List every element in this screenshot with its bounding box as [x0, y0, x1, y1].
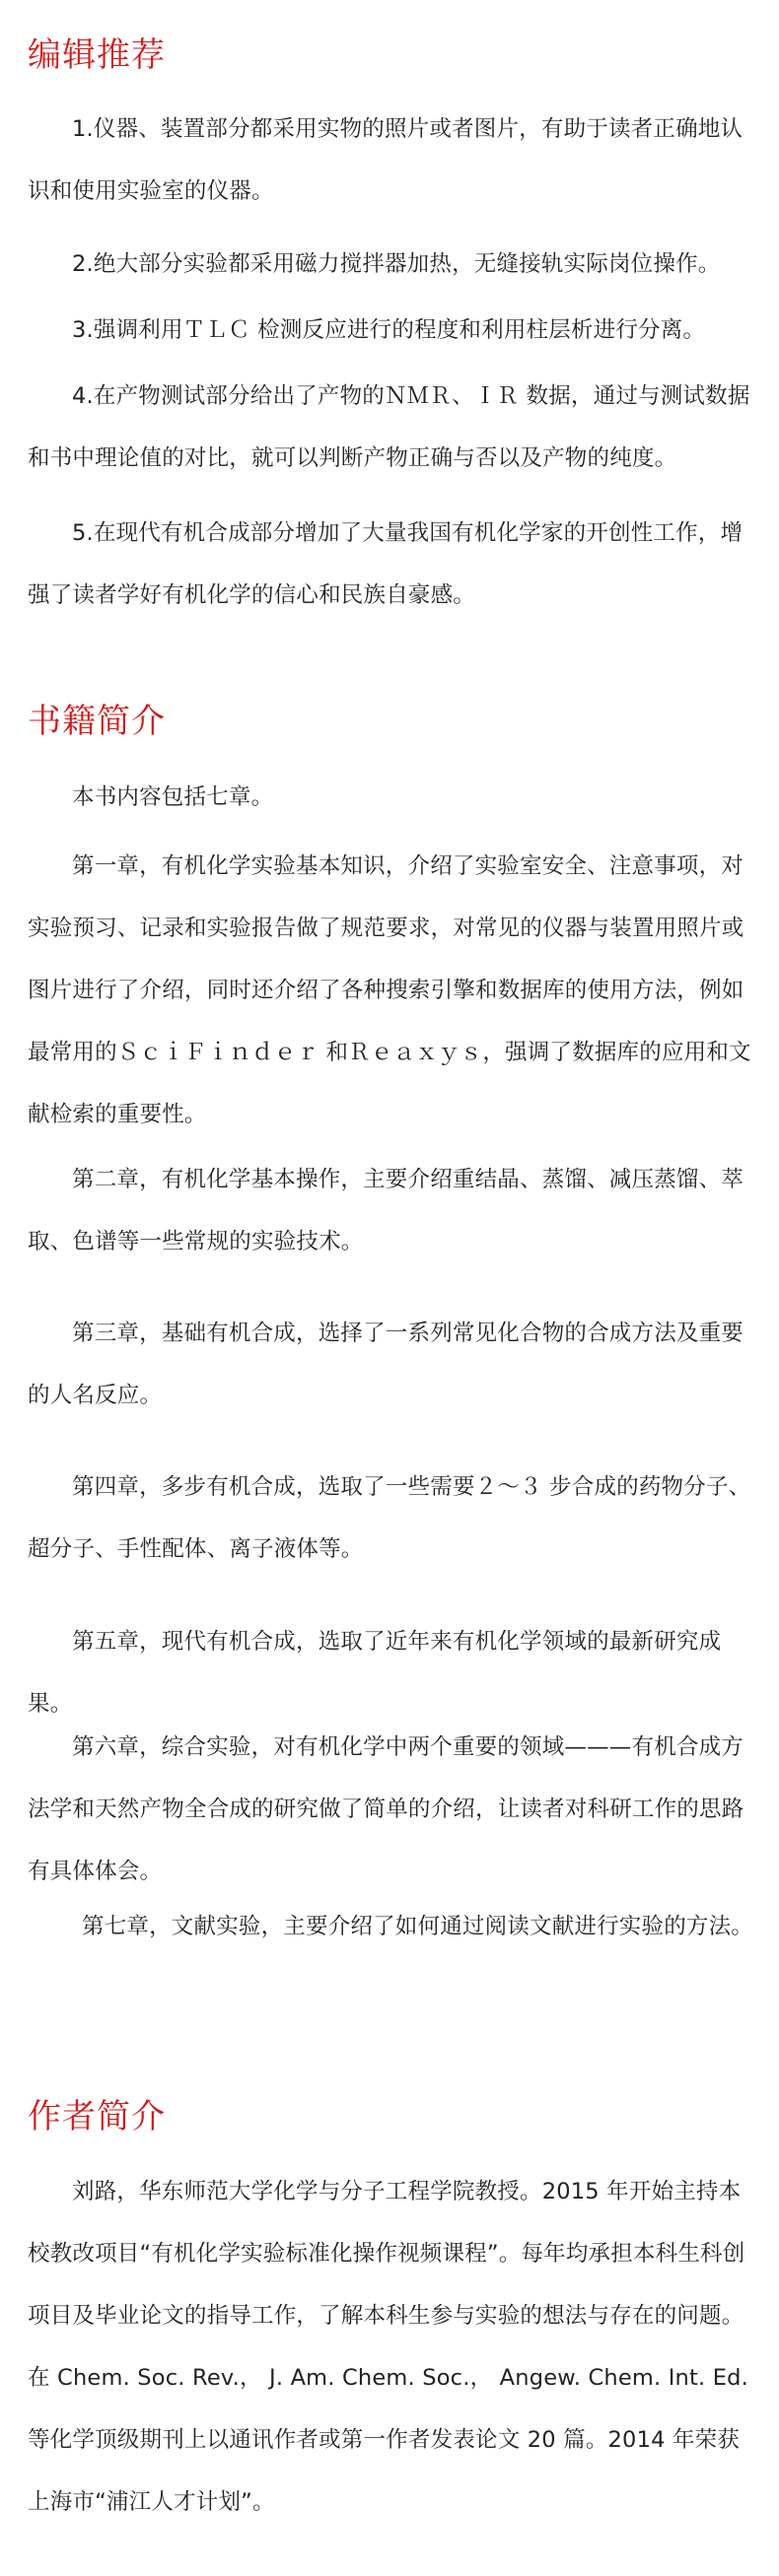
- intro-chapter-3: 第三章，基础有机合成，选择了一系列常见化合物的合成方法及重要的人名反应。: [28, 1321, 744, 1408]
- intro-paragraph-1: 本书内容包括七章。: [72, 784, 274, 810]
- intro-chapter-7: 第七章，文献实验，主要介绍了如何通过阅读文献进行实验的方法。: [82, 1914, 754, 1939]
- intro-chapter-2: 第二章，有机化学基本操作，主要介绍重结晶、蒸馏、减压蒸馏、萃取、色谱等一些常规的实验技术。: [28, 1167, 744, 1254]
- section-title-author-intro: 作者简介: [28, 2097, 166, 2136]
- section-title-book-intro: 书籍简介: [28, 702, 166, 741]
- editor-paragraph-2: 2.绝大部分实验都采用磁力搅拌器加热，无缝接轨实际岗位操作。: [72, 251, 721, 277]
- editor-paragraph-1: 1.仪器、装置部分都采用实物的照片或者图片，有助于读者正确地认识和使用实验室的仪器。: [28, 116, 744, 204]
- editor-paragraph-3: 3.强调利用ＴＬＣ 检测反应进行的程度和利用柱层析进行分离。: [72, 317, 706, 343]
- editor-paragraph-4: 4.在产物测试部分给出了产物的ＮＭＲ、ＩＲ 数据，通过与测试数据和书中理论值的对比，就可以判断产物正确与否以及产物的纯度。: [28, 383, 750, 471]
- intro-chapter-5: 第五章，现代有机合成，选取了近年来有机化学领域的最新研究成果。: [28, 1629, 722, 1717]
- intro-chapter-6: 第六章，综合实验，对有机化学中两个重要的领域———有机合成方法学和天然产物全合成的研究做了简单的介绍，让读者对科研工作的思路有具体体会。: [28, 1734, 744, 1884]
- intro-chapter-4: 第四章，多步有机合成，选取了一些需要２～３ 步合成的药物分子、超分子、手性配体、离子液体等。: [28, 1474, 751, 1562]
- author-bio-paragraph: 刘路，华东师范大学化学与分子工程学院教授。2015 年开始主持本校教改项目“有机化学实验标准化操作视频课程”。每年均承担本科生科创项目及毕业论文的指导工作，了解本科生参与实验的想法与存在的问题。在 Chem. Soc. Rev.， J. Am. Chem. Soc.， Angew. Chem. Int. Ed.等化学顶级期刊上以通讯作者或第一作者发表论文 20 篇。2014 年荣获上海市“浦江人才计划”。: [28, 2179, 748, 2515]
- editor-paragraph-5: 5.在现代有机合成部分增加了大量我国有机化学家的开创性工作，增强了读者学好有机化学的信心和民族自豪感。: [28, 520, 744, 608]
- section-title-editor-recommendation: 编辑推荐: [28, 35, 166, 75]
- intro-chapter-1: 第一章，有机化学实验基本知识，介绍了实验室安全、注意事项，对实验预习、记录和实验报告做了规范要求，对常见的仪器与装置用照片或图片进行了介绍，同时还介绍了各种搜索引擎和数据库的使用方法，例如最常用的ＳｃｉＦｉｎｄｅｒ 和Ｒｅａｘｙｓ，强调了数据库的应用和文献检索的重要性。: [28, 853, 751, 1127]
